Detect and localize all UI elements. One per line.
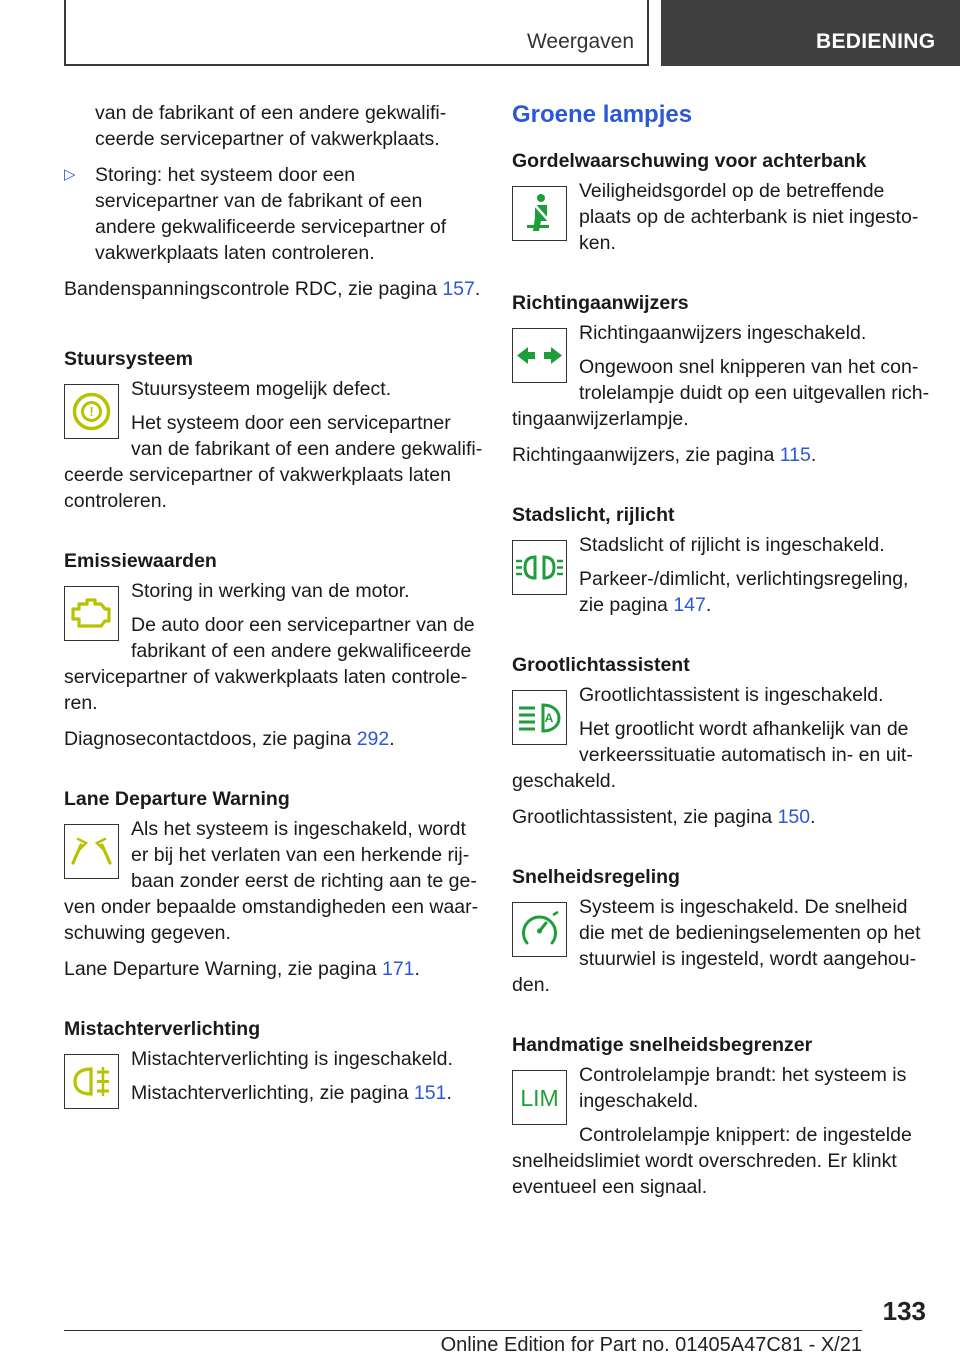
parking-light-icon [512,540,567,595]
gordel-entry [512,178,932,256]
lane-departure-icon [64,824,119,879]
header-right-border [647,0,649,66]
begrenzer-p1: Controlelampje brandt: het systeem is ingeschakeld. [579,1064,907,1112]
mist-ref-text: Mistachterverlichting, zie pagina [131,1082,414,1104]
groot-ref-suffix: . [810,806,816,828]
lane-reference [64,956,484,982]
rdc-ref-suffix: . [474,278,481,300]
emissie-p2: De auto door een servicepartner van de fabrikant of een andere gekwalificeerde servicepartner of vakwerkplaats laten controleren. [64,614,475,714]
stadslicht-p2 [512,566,932,618]
emissie-ref-text: Diagnosecontactdoos, zie pagina [64,728,357,750]
emissie-title: Emissiewaarden [64,550,217,572]
groot-reference [512,804,932,830]
speed-limiter-icon [512,1070,567,1125]
richting-p2: Ongewoon snel knipperen van het controlelampje duidt op een uitgevallen richtingaanwijzerlampje. [512,356,930,430]
begrenzer-title: Handmatige snelheidsbegrenzer [512,1034,813,1056]
snelheid-p1: Systeem is ingeschakeld. De snelheid die met de bedieningselementen op het stuurwiel is ingesteld, wordt aangehouden. [512,896,921,996]
stuursysteem-p1: Stuursysteem mogelijk defect. [131,378,392,400]
lane-title: Lane Departure Warning [64,788,290,810]
stuursysteem-title: Stuursysteem [64,348,193,370]
emissie-reference [64,726,484,752]
emissie-ref-suffix: . [389,728,395,750]
begrenzer-entry [512,1062,932,1200]
mist-ref-suffix: . [446,1082,452,1104]
emissie-entry [64,578,484,716]
emissie-page-link[interactable]: 292 [356,728,390,750]
header-section: Weergaven [526,30,634,53]
right-column [512,100,932,1200]
section-heading: Groene lampjes [512,101,693,128]
mist-reference [64,1080,484,1106]
stuursysteem-entry [64,376,484,514]
cruise-control-icon [512,902,567,957]
groot-title: Grootlichtassistent [512,654,690,676]
stuursysteem-p2: Het systeem door een servicepartner van de fabrikant of een andere gekwalificeerde servicepartner of vakwerkplaats laten controleren. [64,412,483,512]
richting-ref-text: Richtingaanwijzers, zie pagina [512,444,780,466]
snelheid-entry [512,894,932,998]
left-column [64,100,484,1113]
richting-p1: Richtingaanwijzers ingeschakeld. [579,322,867,344]
rdc-page-link[interactable]: 157 [442,278,475,300]
lane-ref-text: Lane Departure Warning, zie pagina [64,958,382,980]
stadslicht-page-link[interactable]: 147 [673,594,706,616]
stadslicht-ref-suffix: . [705,594,712,616]
rear-fog-light-icon [64,1054,119,1109]
mist-entry [64,1046,484,1106]
richting-entry [512,320,932,432]
stadslicht-ref-text: Parkeer-/dimlicht, verlichtingsregeling, zie pagina [579,568,909,616]
groot-entry [512,682,932,794]
stadslicht-entry [512,532,932,618]
groot-p2: Het grootlicht wordt afhankelijk van de verkeerssituatie automatisch in- en uitgeschakeld. [512,718,913,792]
richting-reference [512,442,932,468]
lane-entry [64,816,484,946]
begrenzer-p2: Controlelampje knippert: de ingestelde snelheidslimiet wordt overschreden. Er klinkt eventueel een signaal. [512,1124,912,1198]
richting-title: Richtingaanwijzers [512,292,689,314]
richting-ref-suffix: . [810,444,817,466]
stadslicht-p1: Stadslicht of rijlicht is ingeschakeld. [579,534,885,556]
lane-ref-suffix: . [414,958,420,980]
mist-p1: Mistachterverlichting is ingeschakeld. [131,1048,453,1070]
gordel-p1: Veiligheidsgordel op de betreffende plaats op de achterbank is niet ingestoken. [579,180,919,254]
mist-page-link[interactable]: 151 [413,1082,447,1104]
rdc-reference [64,276,484,302]
bullet-item [64,162,484,266]
svg-text:A: A [544,711,554,725]
groot-ref-text: Grootlichtassistent, zie pagina [512,806,778,828]
header-chapter-tab [661,0,960,66]
continued-text: van de fabrikant of een andere gekwalificeerde servicepartner of vakwerkplaats. [95,102,447,150]
groot-page-link[interactable]: 150 [777,806,811,828]
emissie-p1: Storing in werking van de motor. [131,580,410,602]
lim-icon-text: LIM [520,1085,559,1111]
footer-edition: Online Edition for Part no. 01405A47C81 - X/21 [440,1334,862,1356]
header-left-border [64,0,66,66]
bullet-text: Storing: het systeem door een servicepartner van de fabrikant of een andere gekwalificeerde servicepartner of vakwerkplaats laten controleren. [95,164,447,264]
footer-rule [64,1330,862,1331]
seatbelt-icon [512,186,567,241]
high-beam-assistant-icon [512,690,567,745]
mist-title: Mistachterverlichting [64,1018,261,1040]
lane-p1: Als het systeem is ingeschakeld, wordt er bij het verlaten van een herkende rijbaan zonder eerst de richting aan te geven onder bepaalde omstandigheden een waarschuwing gegeven. [64,818,479,944]
turn-signal-icon [512,328,567,383]
snelheid-title: Snelheidsregeling [512,866,680,888]
groot-p1: Grootlichtassistent is ingeschakeld. [579,684,884,706]
header-rule [64,64,648,66]
stadslicht-title: Stadslicht, rijlicht [512,504,675,526]
steering-warning-icon [64,384,119,439]
page-number: 133 [882,1296,926,1326]
gordel-title: Gordelwaarschuwing voor achterbank [512,150,867,172]
engine-warning-icon [64,586,119,641]
rdc-ref-text: Bandenspanningscontrole RDC, zie pagina [64,278,443,300]
lane-page-link[interactable]: 171 [381,958,415,980]
triangle-bullet-icon: ▷ [64,166,76,183]
richting-page-link[interactable]: 115 [779,444,811,466]
header-chapter: BEDIENING [816,30,936,53]
svg-text:!: ! [89,404,94,419]
